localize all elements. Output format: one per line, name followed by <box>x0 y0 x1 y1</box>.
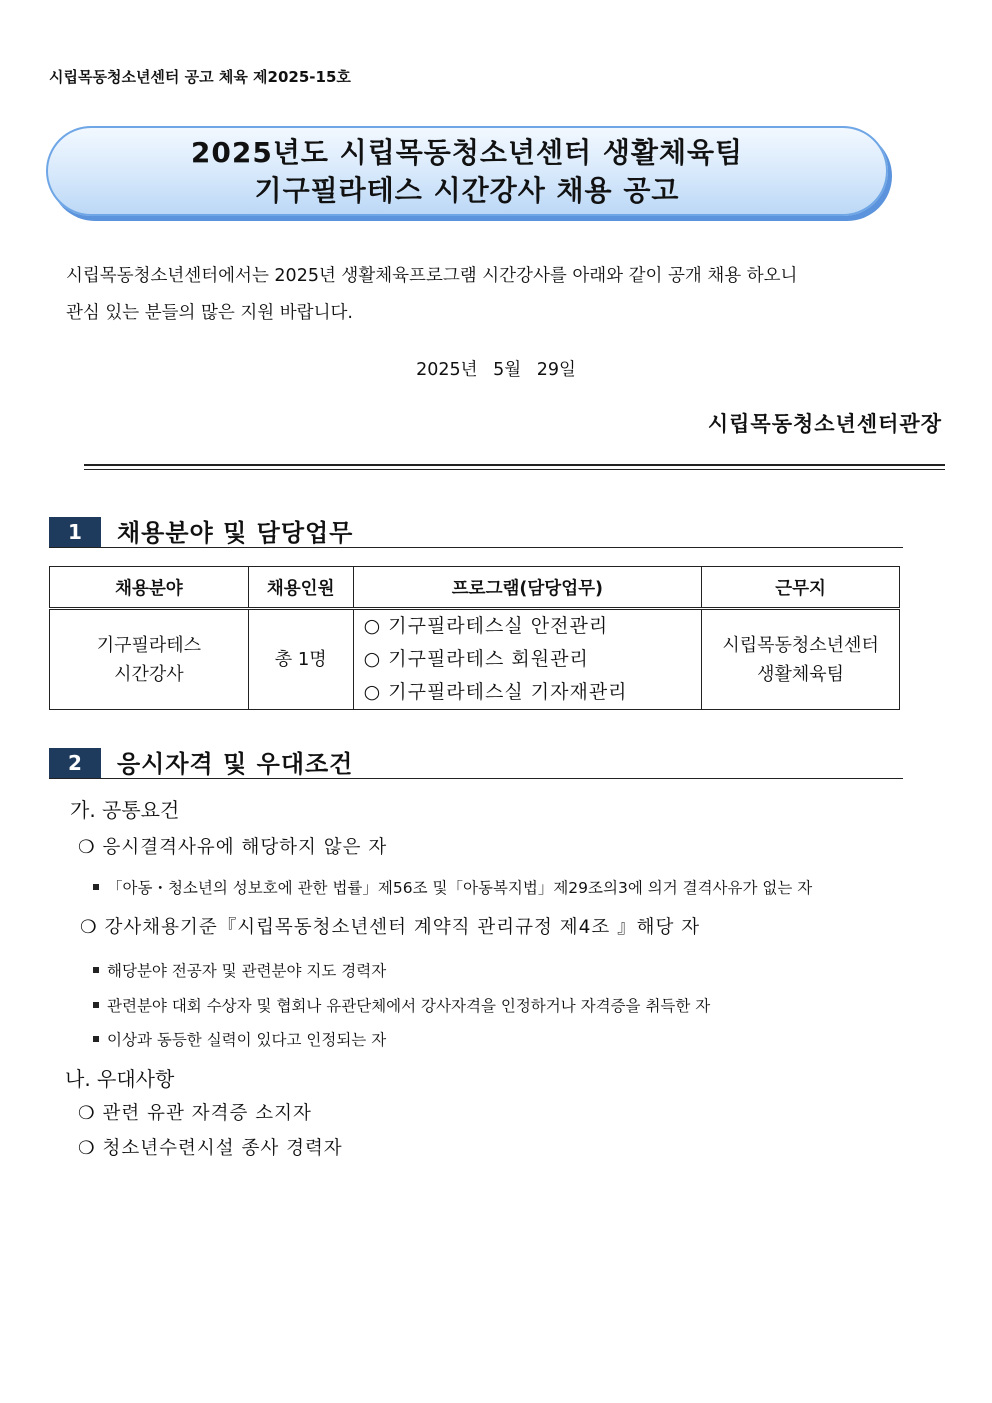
recruitment-table <box>49 566 900 710</box>
title-banner <box>46 126 888 216</box>
header-location: 근무지 <box>702 567 900 609</box>
intro-line-2: 관심 있는 분들의 많은 지원 바랍니다. <box>66 303 353 323</box>
intro-paragraph <box>66 258 906 332</box>
list-item: 이상과 동등한 실력이 있다고 인정되는 자 <box>93 1028 386 1050</box>
requirement-item: ❍ 응시결격사유에 해당하지 않은 자 <box>78 837 388 858</box>
cell-programs <box>353 609 702 710</box>
program-item: ○ 기구필라테스실 기자재관리 <box>363 681 628 703</box>
program-item: ○ 기구필라테스실 안전관리 <box>363 615 609 637</box>
header-program: 프로그램(담당업무) <box>353 567 702 609</box>
issuer-name: 시립목동청소년센터관장 <box>707 412 942 436</box>
intro-line-1: 시립목동청소년센터에서는 2025년 생활체육프로그램 시간강사를 아래와 같이 공개 채용 하오니 <box>66 266 798 286</box>
title-line-1: 2025년도 시립목동청소년센터 생활체육팀 <box>190 136 744 169</box>
square-bullet-icon <box>93 967 99 973</box>
preference-item: ❍ 관련 유관 자격증 소지자 <box>78 1103 312 1124</box>
title-line-2: 기구필라테스 시간강사 채용 공고 <box>254 174 680 207</box>
section-2-header <box>49 748 903 779</box>
section-2-number: 2 <box>49 748 101 778</box>
section-1-number: 1 <box>49 517 101 547</box>
cell-location: 시립목동청소년센터 생활체육팀 <box>702 609 900 710</box>
section-1-title: 채용분야 및 담당업무 <box>117 519 354 547</box>
section-2-title: 응시자격 및 우대조건 <box>117 750 354 778</box>
table-row <box>50 609 900 710</box>
cell-field: 기구필라테스 시간강사 <box>50 609 249 710</box>
announcement-date: 2025년 5월 29일 <box>416 360 576 380</box>
list-item: 관련분야 대회 수상자 및 협회나 유관단체에서 강사자격을 인정하거나 자격증을 취득한 자 <box>93 994 710 1016</box>
square-bullet-icon <box>93 1036 99 1042</box>
header-field: 채용분야 <box>50 567 249 609</box>
subsection-common-requirements: 가. 공통요건 <box>70 798 180 822</box>
list-item: 해당분야 전공자 및 관련분야 지도 경력자 <box>93 959 386 981</box>
preference-item: ❍ 청소년수련시설 종사 경력자 <box>78 1138 343 1159</box>
document-number: 시립목동청소년센터 공고 체육 제2025-15호 <box>49 68 351 86</box>
divider-thick <box>84 464 945 466</box>
header-count: 채용인원 <box>248 567 353 609</box>
list-item: 「아동・청소년의 성보호에 관한 법률」제56조 및「아동복지법」제29조의3에 의거 결격사유가 없는 자 <box>93 876 812 898</box>
cell-count: 총 1명 <box>248 609 353 710</box>
square-bullet-icon <box>93 884 99 890</box>
square-bullet-icon <box>93 1002 99 1008</box>
section-1-header <box>49 517 903 548</box>
table-header-row <box>50 567 900 609</box>
program-item: ○ 기구필라테스 회원관리 <box>363 648 589 670</box>
divider-thin <box>84 469 945 470</box>
subsection-preferences: 나. 우대사항 <box>65 1067 175 1091</box>
requirement-item: ❍ 강사채용기준『시립목동청소년센터 계약직 관리규정 제4조 』해당 자 <box>80 917 701 938</box>
